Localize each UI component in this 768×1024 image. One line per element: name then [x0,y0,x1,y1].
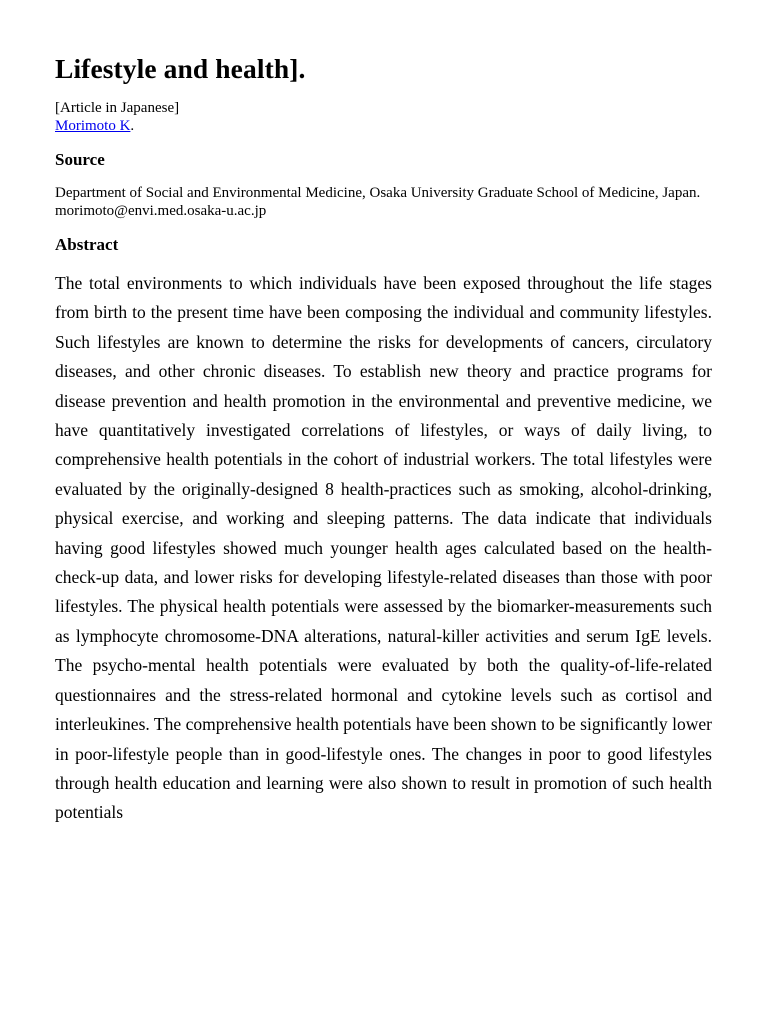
article-meta [55,99,712,135]
author-line [55,117,712,135]
source-heading: Source [55,150,105,169]
article-page [55,0,712,845]
abstract-heading: Abstract [55,235,119,254]
author-link[interactable]: Morimoto K [55,118,131,134]
article-title: Lifestyle and health]. [55,53,306,84]
language-note: [Article in Japanese] [55,100,180,116]
affiliation-text: Department of Social and Environmental Medicine, Osaka University Graduate School of Medicine, Japan. morimoto@envi.med.osaka-u.ac.jp [55,185,701,219]
author-suffix: . [130,118,135,134]
abstract-text: The total environments to which individuals have been exposed throughout the life stages from birth to the present time have been composing the individual and community lifestyles. Such lifestyles are known to determine the risks for developments of cancers, circulatory diseases, and other chronic diseases. To establish new theory and practice programs for disease prevention and health promotion in the environmental and preventive medicine, we have quantitatively investigated correlations of lifestyles, or ways of daily living, to comprehensive health potentials in the cohort of industrial workers. The total lifestyles were evaluated by the originally-designed 8 health-practices such as smoking, alcohol-drinking, physical exercise, and working and sleeping patterns. The data indicate that individuals having good lifestyles showed much younger health ages calculated based on the health-check-up data, and lower risks for developing lifestyle-related diseases than those with poor lifestyles. The physical health potentials were assessed by the biomarker-measurements such as lymphocyte chromosome-DNA alterations, natural-killer activities and serum IgE levels. The psycho-mental health potentials were evaluated by both the quality-of-life-related questionnaires and the stress-related hormonal and cytokine levels such as cortisol and interleukines. The comprehensive health potentials have been shown to be significantly lower in poor-lifestyle people than in good-lifestyle ones. The changes in poor to good lifestyles through health education and learning were also shown to result in promotion of such health potentials [55,273,712,823]
